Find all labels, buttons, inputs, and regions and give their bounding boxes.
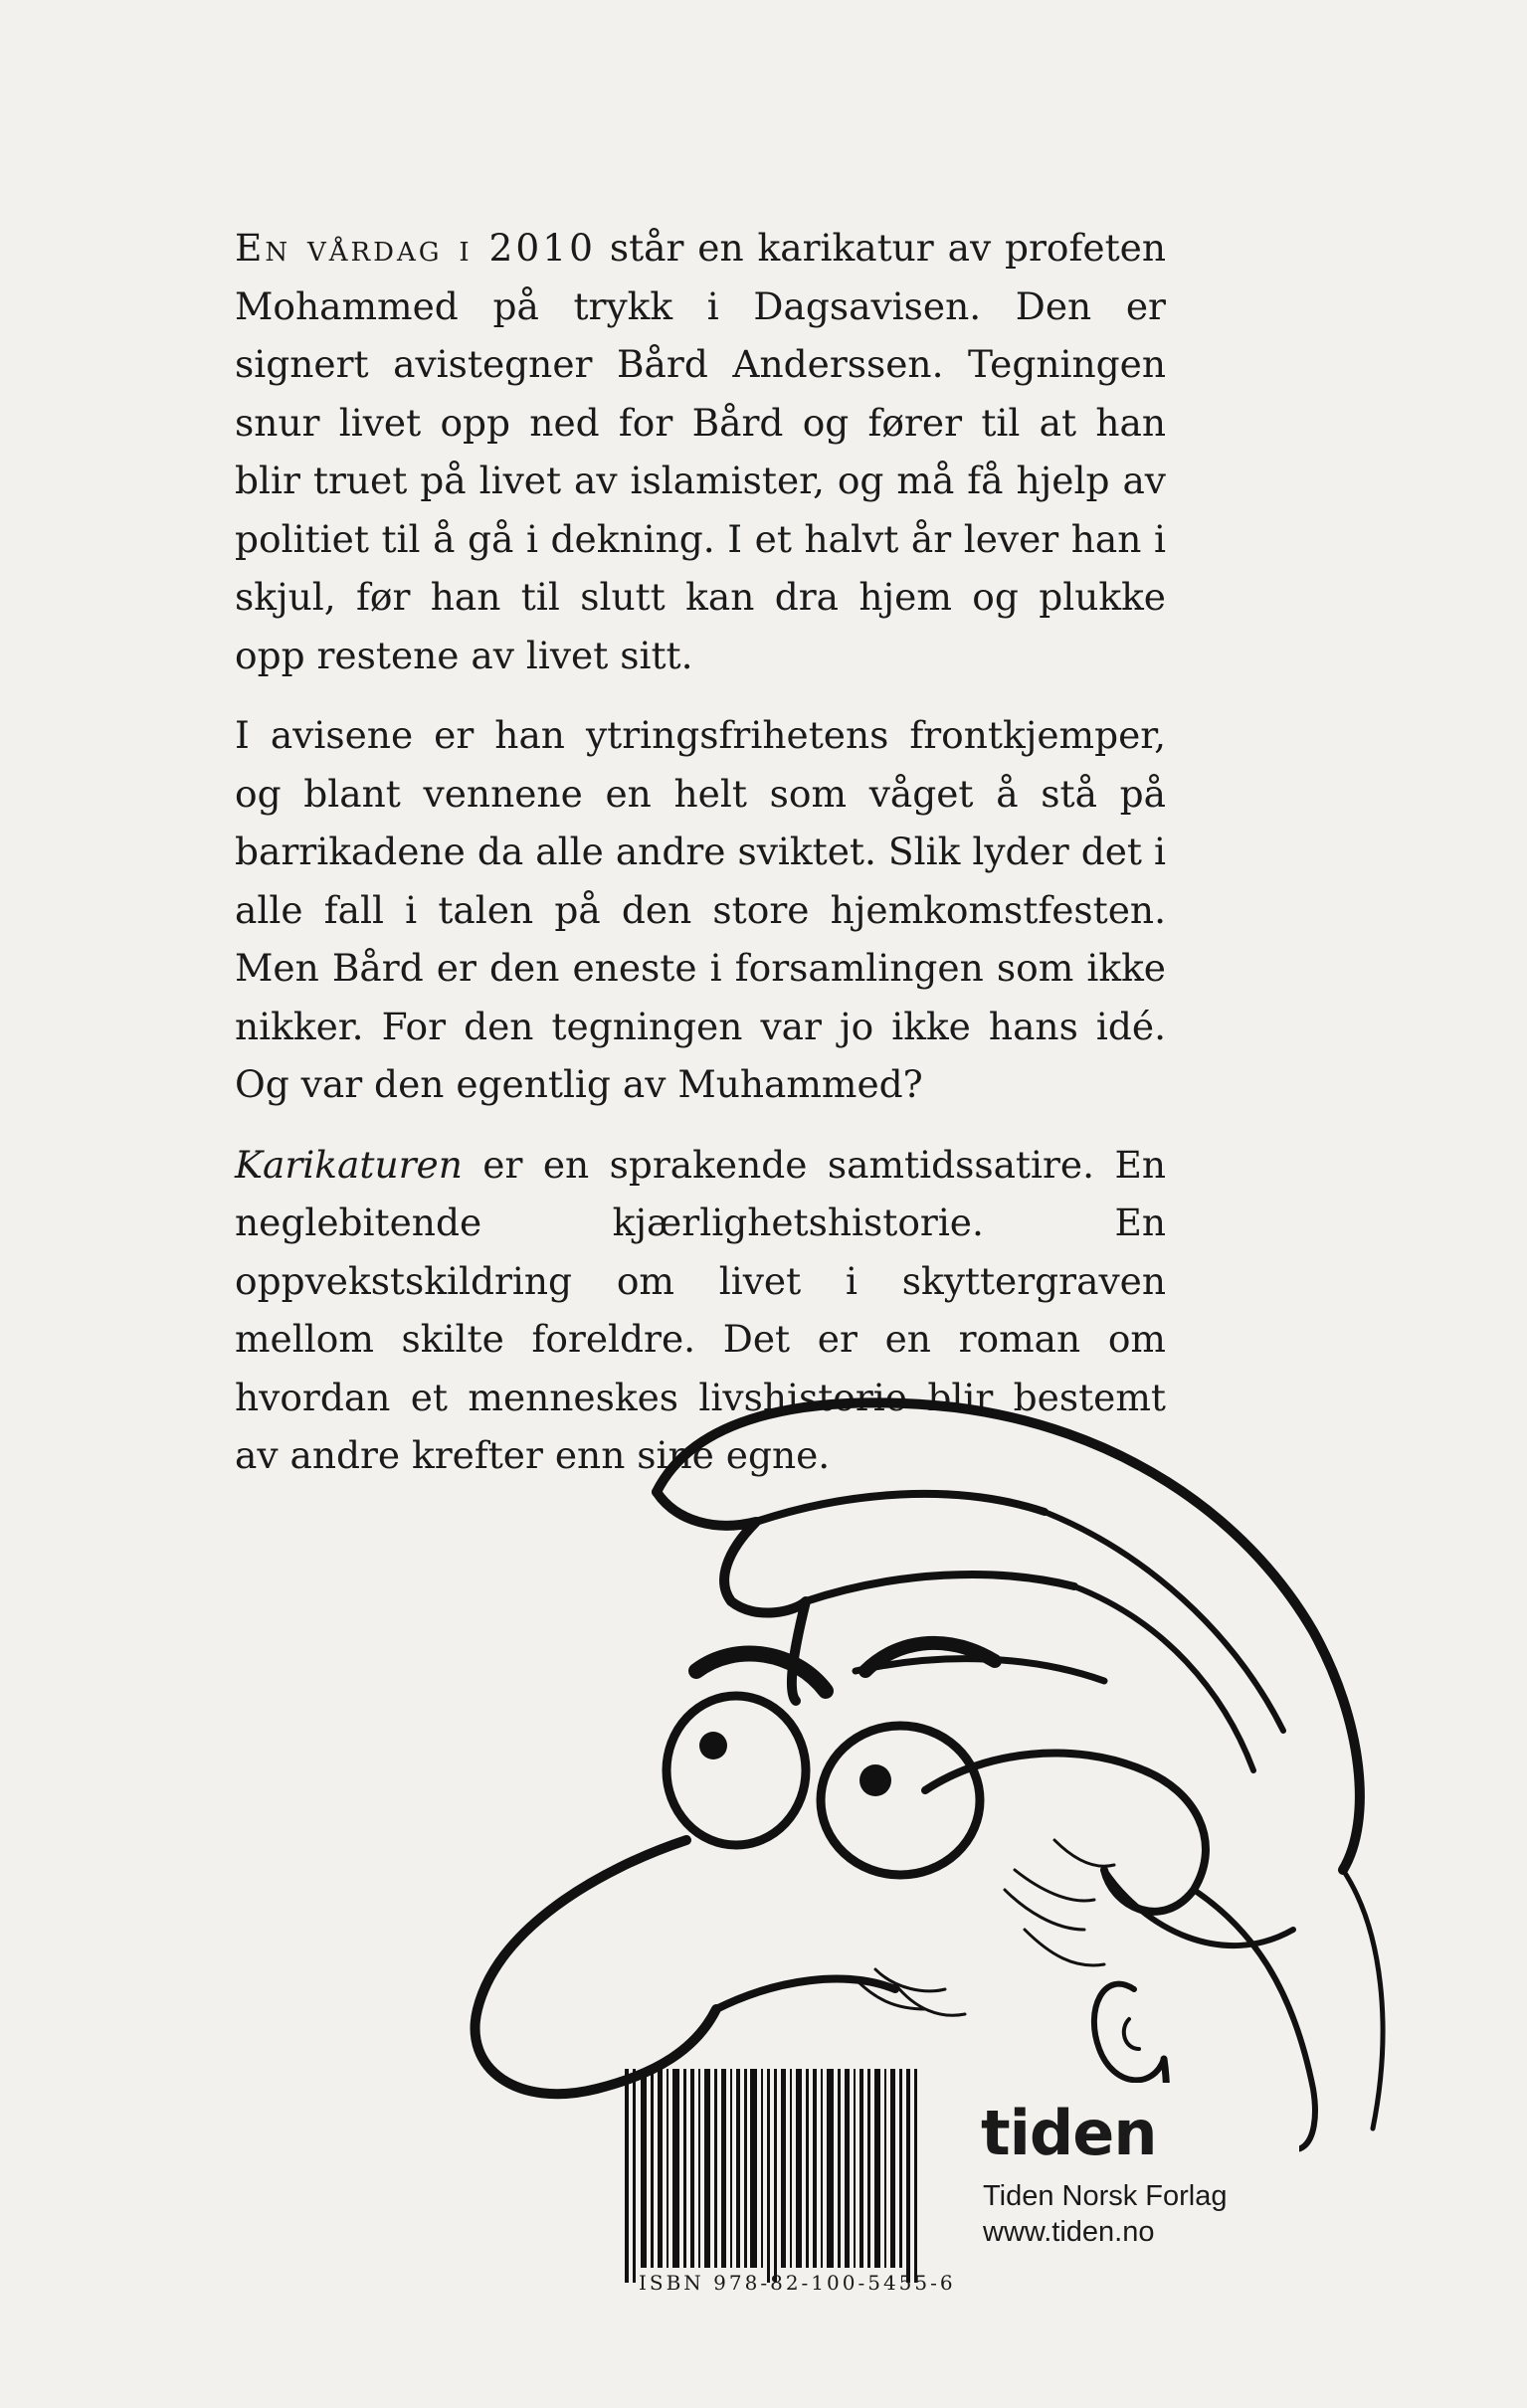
blurb-paragraph-1	[235, 219, 1166, 684]
publisher-block	[961, 2083, 1299, 2260]
publisher-name: Tiden Norsk Forlag	[983, 2180, 1228, 2212]
blurb-paragraph-1-text: står en karikatur av profeten Mohammed på trykk i Dagsavisen. Den er signert avistegner Bård Anderssen. Tegningen snur livet opp ned for Bård og fører til at han blir truet på livet av islamister, og må få hjelp av politiet til å gå i dekning. I et halvt år lever han i skjul, før han til slutt kan dra hjem og plukke opp restene av livet sitt.	[235, 226, 1166, 677]
isbn-number: ISBN 978-82-100-5455-6	[639, 2271, 956, 2295]
blurb-opening-smallcaps: En vårdag i 2010	[235, 226, 596, 270]
publisher-logo: tiden	[981, 2097, 1157, 2169]
back-cover-blurb	[235, 219, 1166, 1507]
barcode	[625, 2049, 953, 2308]
book-title-italic: Karikaturen	[235, 1142, 463, 1187]
blurb-paragraph-2: I avisene er han ytringsfrihetens frontkjemper, og blant vennene en helt som våget å stå på barrikadene da alle andre sviktet. Slik lyder det i alle fall i talen på den store hjemkomstfesten. Men Bård er den eneste i forsamlingen som ikke nikker. For den tegningen var jo ikke hans idé. Og var den egentlig av Muhammed?	[235, 713, 1166, 1106]
publisher-url: www.tiden.no	[983, 2216, 1155, 2248]
blurb-paragraph-3-text: er en sprakende samtidssatire. En neglebitende kjærlighetshistorie. En oppvekstskildring om livet i skyttergraven mellom skilte foreldre. Det er en roman om hvordan et menneskes livshistorie blir bestemt av andre krefter enn sine egne.	[235, 1142, 1166, 1477]
